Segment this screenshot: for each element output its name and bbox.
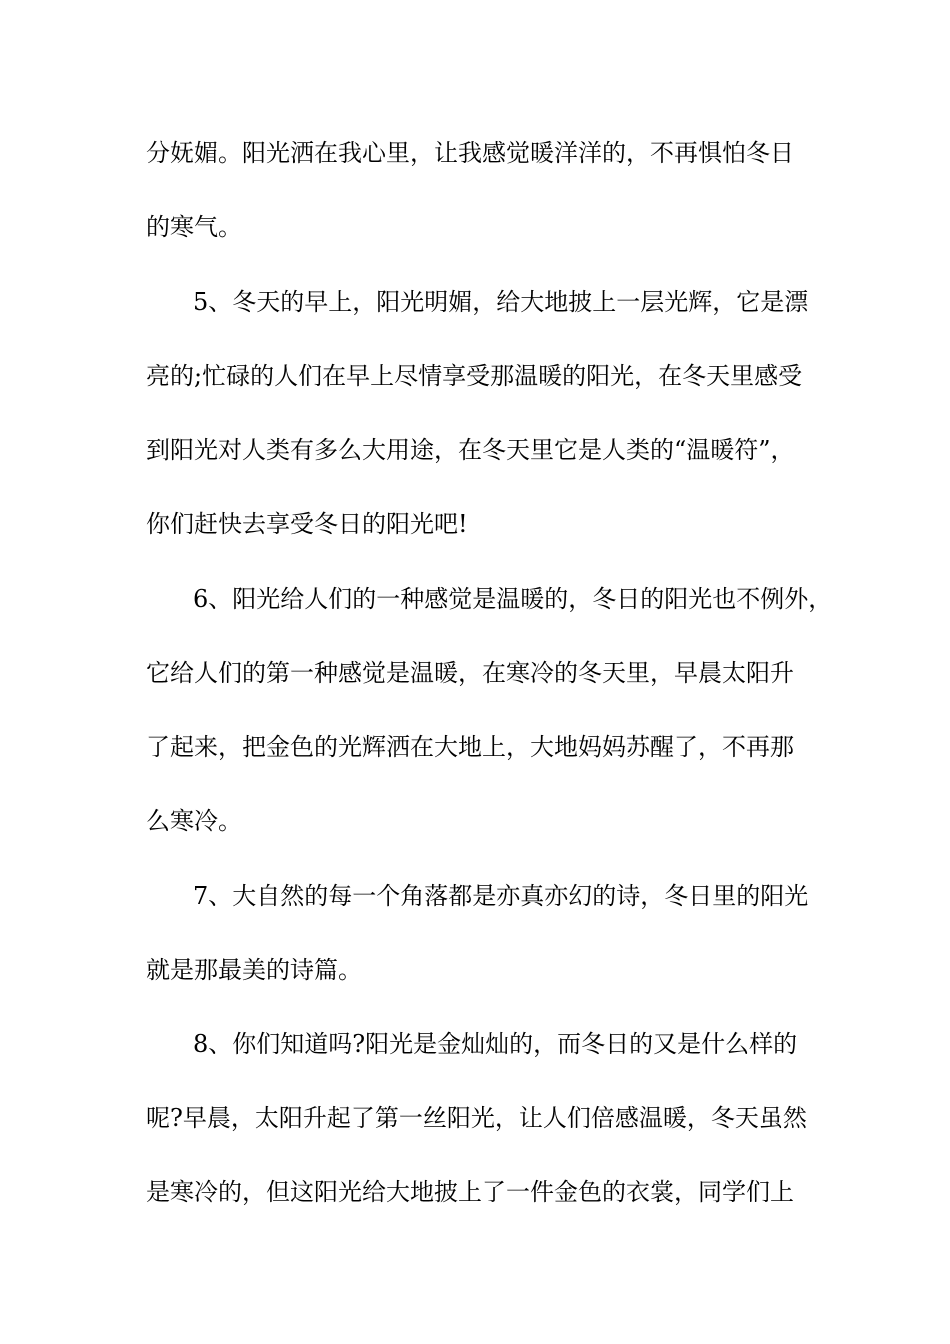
text-line: 到阳光对人类有多么大用途，在冬天里它是人类的“温暖符”， <box>146 436 795 464</box>
text-line: 你们赶快去享受冬日的阳光吧! <box>146 510 468 538</box>
text-line: 了起来，把金色的光辉洒在大地上，大地妈妈苏醒了，不再那 <box>146 733 794 761</box>
paragraph-6-start: 6、阳光给人们的一种感觉是温暖的，冬日的阳光也不例外， <box>193 585 833 613</box>
text-line: 是寒冷的，但这阳光给大地披上了一件金色的衣裳，同学们上 <box>146 1178 794 1206</box>
text-line: 么寒冷。 <box>146 807 242 835</box>
text-line: 的寒气。 <box>146 213 242 241</box>
paragraph-7-start: 7、大自然的每一个角落都是亦真亦幻的诗，冬日里的阳光 <box>193 882 809 910</box>
paragraph-5-start: 5、冬天的早上，阳光明媚，给大地披上一层光辉，它是漂 <box>193 288 809 316</box>
text-line: 分妩媚。阳光洒在我心里，让我感觉暖洋洋的，不再惧怕冬日 <box>146 139 794 167</box>
text-line: 就是那最美的诗篇。 <box>146 956 362 984</box>
paragraph-8-start: 8、你们知道吗?阳光是金灿灿的，而冬日的又是什么样的 <box>193 1030 798 1058</box>
text-line: 亮的;忙碌的人们在早上尽情享受那温暖的阳光，在冬天里感受 <box>146 362 803 390</box>
text-line: 呢?早晨，太阳升起了第一丝阳光，让人们倍感温暖，冬天虽然 <box>146 1104 807 1132</box>
text-line: 它给人们的第一种感觉是温暖，在寒冷的冬天里，早晨太阳升 <box>146 659 794 687</box>
